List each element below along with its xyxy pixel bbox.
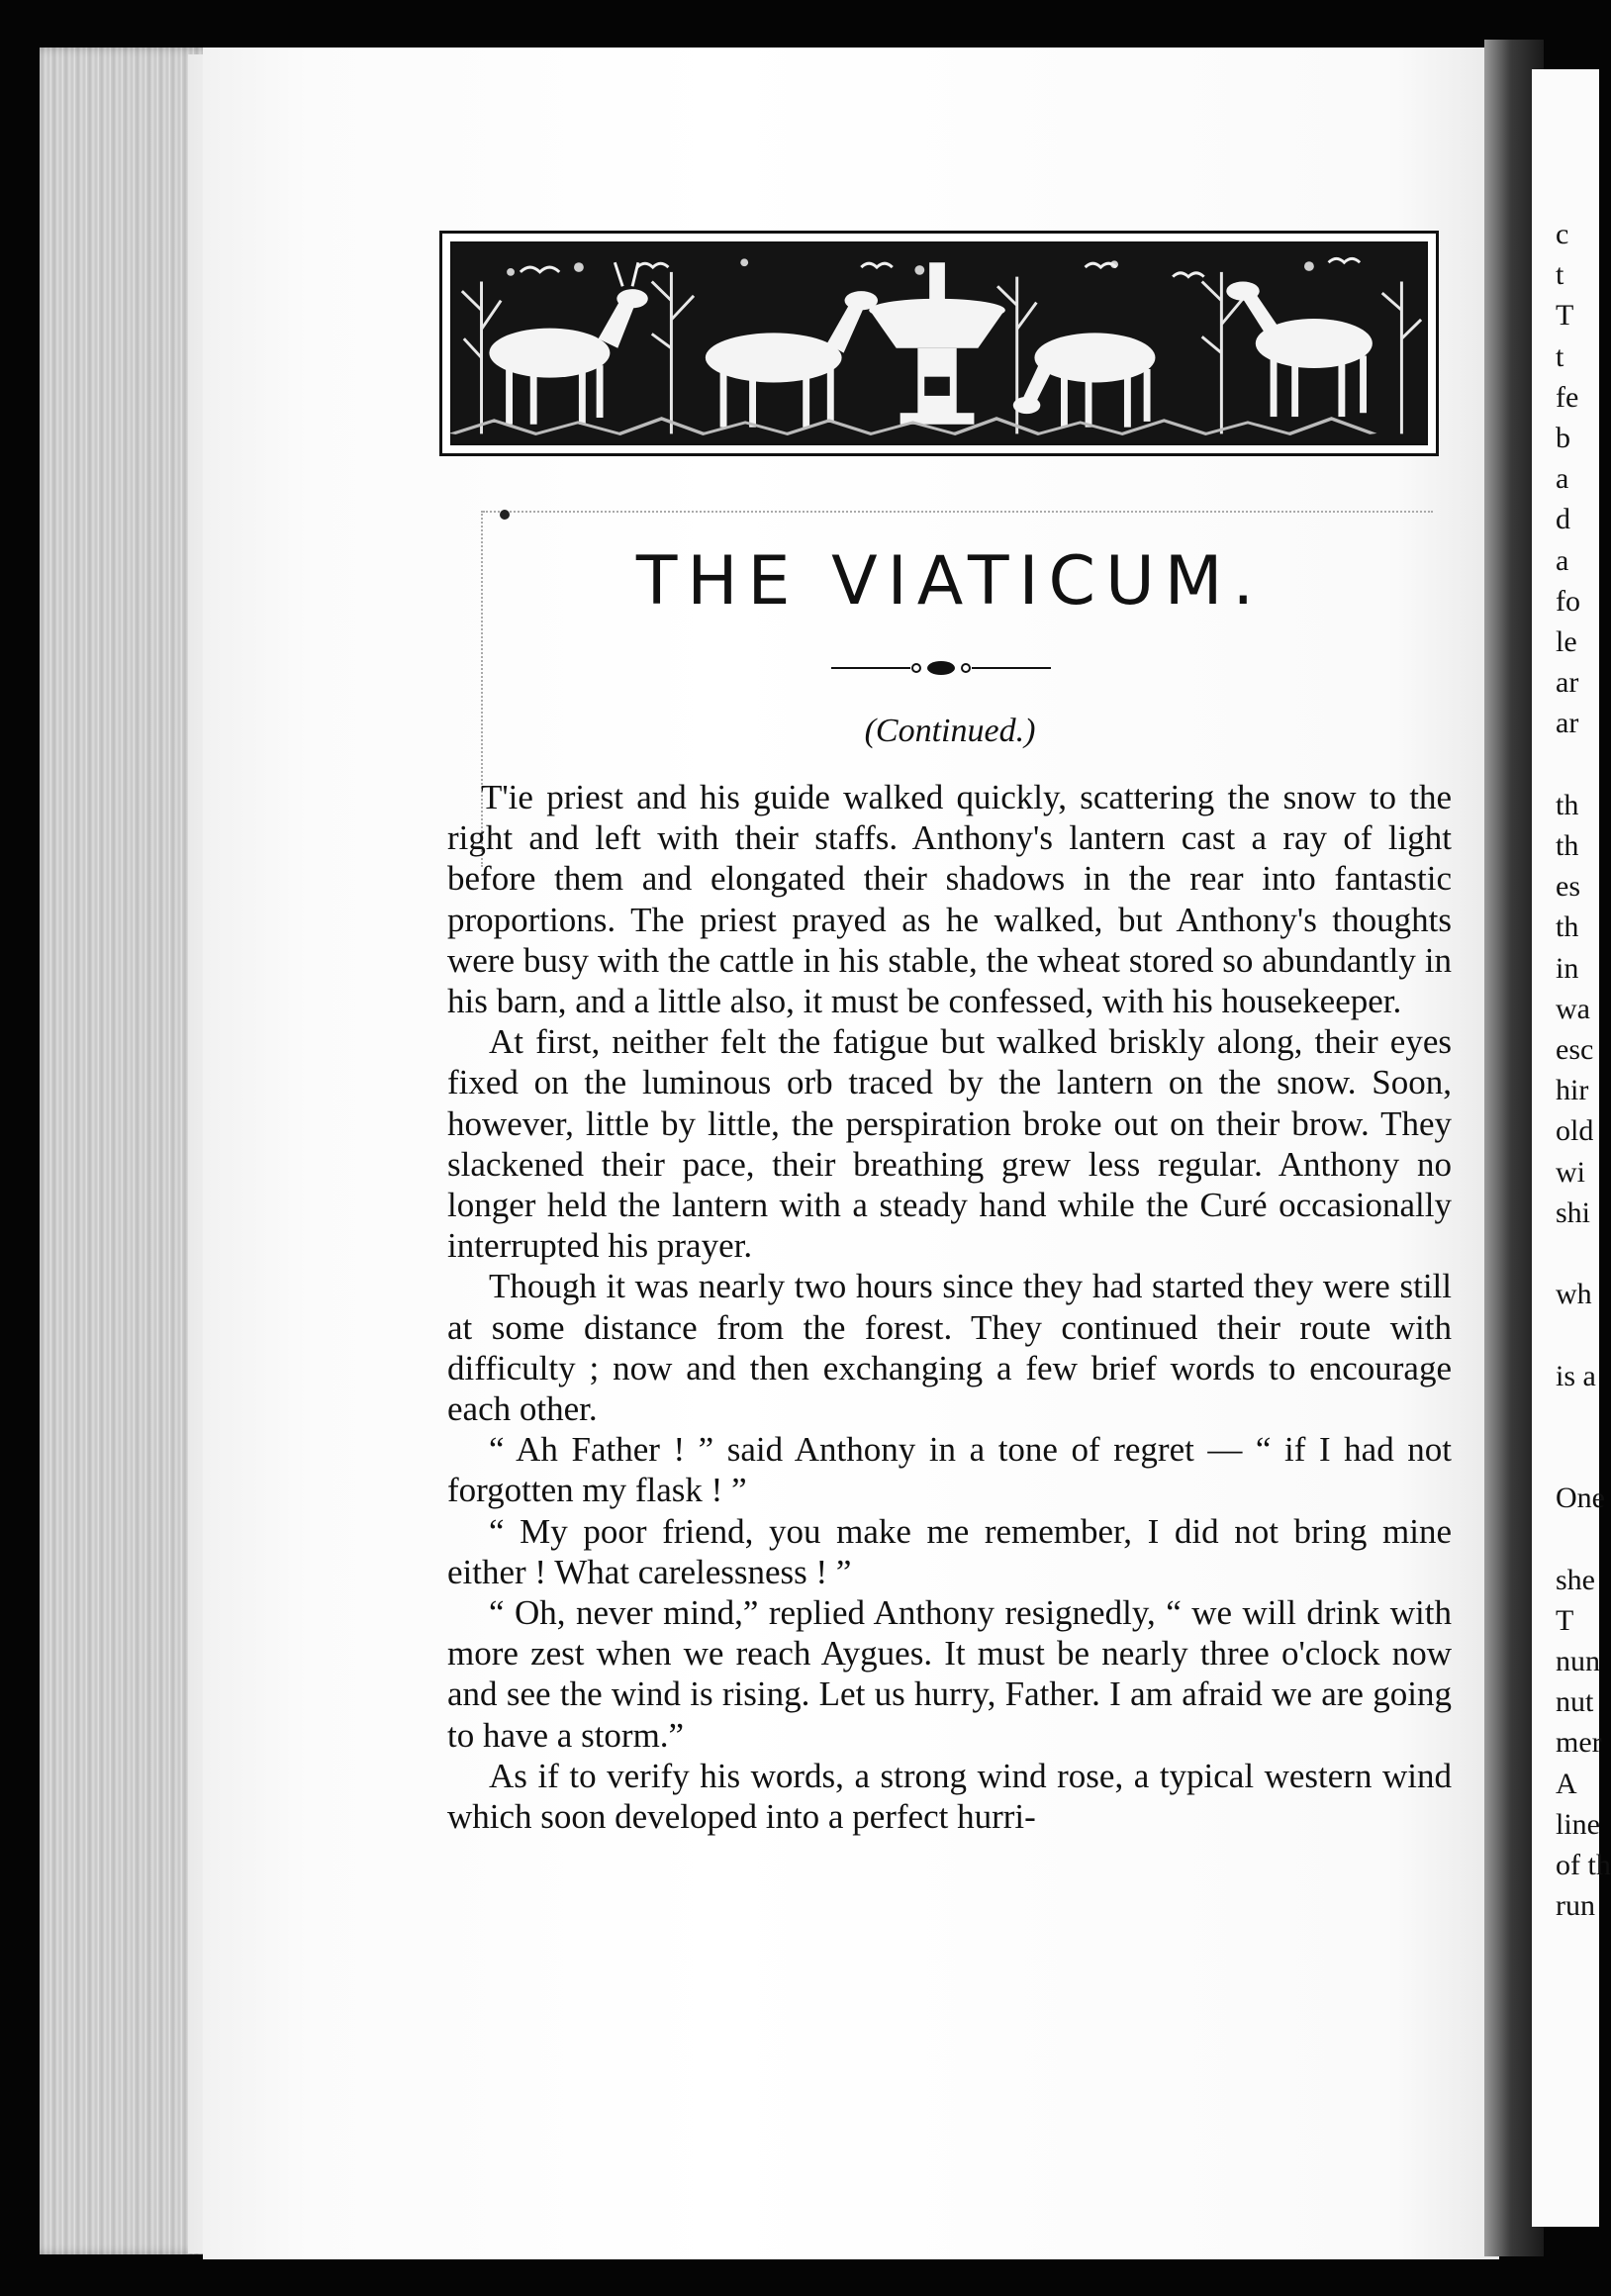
paragraph: Though it was nearly two hours since they had started they were still at some distance from the forest. They continued their route with difficulty ; now and then exchanging a few brief words to encourage each other. bbox=[447, 1267, 1452, 1429]
next-page-fragment: ar bbox=[1556, 707, 1579, 740]
next-page-fragment: c bbox=[1556, 218, 1569, 250]
next-page-fragment: a bbox=[1556, 462, 1569, 496]
next-page-fragment: t bbox=[1556, 258, 1564, 292]
next-page-fragment: mer bbox=[1556, 1726, 1602, 1760]
next-page-fragment: th bbox=[1556, 829, 1579, 862]
next-page-fragment: b bbox=[1556, 422, 1570, 454]
article-body bbox=[447, 777, 1452, 1837]
next-page-fragment: le bbox=[1556, 625, 1577, 658]
paragraph: At first, neither felt the fatigue but walked briskly along, their eyes fixed on the luminous orb traced by the lantern on the snow. Soon, however, little by little, the perspiration broke out on their brow. They slackened their pace, their breathing grew less regular. Anthony no longer held the lantern with a steady hand while the Curé occasionally interrupted his prayer. bbox=[447, 1022, 1452, 1266]
next-page-fragment: th bbox=[1556, 910, 1579, 944]
next-page-fragment: ar bbox=[1556, 666, 1579, 700]
paragraph: As if to verify his words, a strong wind rose, a typical western wind which soon developed into a perfect hurri- bbox=[447, 1756, 1452, 1837]
next-page-fragment: hir bbox=[1556, 1074, 1589, 1107]
chapter-title: THE VIATICUM. bbox=[635, 542, 1265, 621]
next-page-fragment: in bbox=[1556, 951, 1579, 985]
next-page-fragment: line bbox=[1556, 1807, 1600, 1841]
next-page-fragment: fo bbox=[1556, 584, 1580, 618]
paragraph: T'ie priest and his guide walked quickly, scattering the snow to the right and left with their staffs. Anthony's lantern cast a ray of light before them and elongated their shadows in the rear into fantastic proportions. The priest prayed as he walked, but Anthony's thoughts were busy with the cattle in his stable, the wheat stored so abundantly in his barn, and a little also, it must be confessed, with his housekeeper. bbox=[447, 778, 1452, 1021]
next-page-fragment: wi bbox=[1556, 1155, 1585, 1189]
next-page-fragment: fe bbox=[1556, 380, 1579, 414]
text-frame-top bbox=[483, 511, 1433, 513]
paragraph: “ Oh, never mind,” replied Anthony resignedly, “ we will drink with more zest when we reach Aygues. It must be nearly three o'clock now and see the wind is rising. Let us hurry, Father. I am afraid we are going to have a storm.” bbox=[447, 1593, 1452, 1755]
next-page-fragment: d bbox=[1556, 503, 1570, 536]
next-page-fragment: es bbox=[1556, 870, 1580, 904]
deer-fountain-illustration bbox=[452, 243, 1426, 443]
title-ornament bbox=[831, 653, 1051, 683]
next-page-fragment: nut bbox=[1556, 1685, 1594, 1719]
next-page-fragment: t bbox=[1556, 339, 1564, 373]
next-page-fragment: wa bbox=[1556, 992, 1590, 1025]
next-page-fragment: A bbox=[1556, 1767, 1577, 1800]
next-page-fragment: nun bbox=[1556, 1645, 1600, 1677]
next-page-fragment: of th bbox=[1556, 1849, 1611, 1881]
next-page-fragment: th bbox=[1556, 788, 1579, 821]
next-page-fragment: run bbox=[1556, 1889, 1595, 1923]
paragraph: “ My poor friend, you make me remember, I did not bring mine either ! What carelessness ! ” bbox=[447, 1511, 1452, 1591]
next-page-fragment: wh bbox=[1556, 1278, 1592, 1311]
next-page-fragment: T bbox=[1556, 299, 1574, 333]
next-page-edge bbox=[1532, 69, 1611, 2227]
paragraph: “ Ah Father ! ” said Anthony in a tone of regret — “ if I had not forgotten my flask ! ” bbox=[447, 1430, 1452, 1510]
continued-label: (Continued.) bbox=[864, 713, 1036, 749]
next-page-fragment: One bbox=[1556, 1482, 1605, 1515]
ink-dot bbox=[500, 510, 510, 520]
next-page-fragment: old bbox=[1556, 1114, 1594, 1148]
next-page-fragment: esc bbox=[1556, 1033, 1594, 1066]
next-page-fragment: is a bbox=[1556, 1359, 1596, 1392]
next-page-fragment: a bbox=[1556, 543, 1569, 577]
next-page-fragment: T bbox=[1556, 1603, 1574, 1637]
next-page-fragment: shi bbox=[1556, 1196, 1591, 1229]
decorative-deer-banner bbox=[439, 231, 1439, 456]
next-page-fragment: she bbox=[1556, 1563, 1595, 1596]
